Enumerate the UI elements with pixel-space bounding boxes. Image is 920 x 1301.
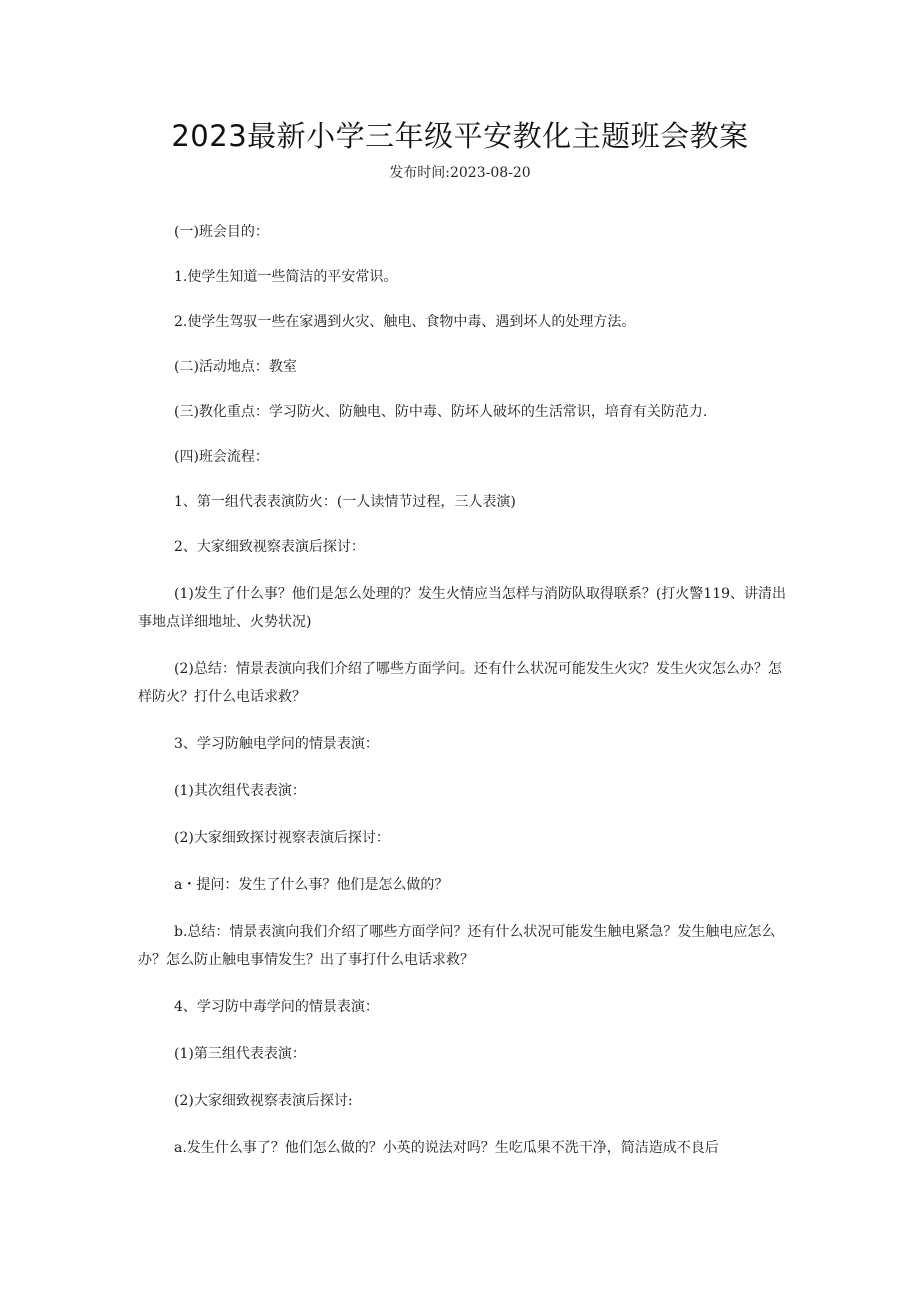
paragraph: b.总结：情景表演向我们介绍了哪些方面学问？还有什么状况可能发生触电紧急？发生触电应怎么办？怎么防止触电事情发生？出了事打什么电话求救？	[138, 924, 776, 968]
paragraph: (1)第三组代表表演：	[174, 1046, 306, 1062]
section-heading-focus: (三)教化重点：学习防火、防触电、防中毒、防坏人破坏的生活常识，培育有关防范力.	[174, 404, 708, 420]
section-heading-goal: (一)班会目的：	[174, 224, 269, 240]
document-title: 2023最新小学三年级平安教化主题班会教案	[171, 119, 749, 153]
paragraph: (2)大家细致探讨视察表演后探讨：	[174, 830, 390, 846]
paragraph: 1.使学生知道一些简洁的平安常识。	[174, 269, 398, 285]
paragraph: 3、学习防触电学问的情景表演：	[174, 736, 379, 752]
paragraph: (1)其次组代表表演：	[174, 783, 306, 799]
section-heading-flow: (四)班会流程：	[174, 449, 269, 465]
paragraph: 2、大家细致视察表演后探讨：	[174, 539, 365, 555]
paragraph: 4、学习防中毒学问的情景表演：	[174, 999, 379, 1015]
paragraph: 1、第一组代表表演防火：(一人读情节过程，三人表演)	[174, 494, 516, 510]
paragraph: a.发生什么事了？他们怎么做的？小英的说法对吗？生吃瓜果不洗干净，简洁造成不良后	[174, 1140, 719, 1156]
paragraph: 2.使学生驾驭一些在家遇到火灾、触电、食物中毒、遇到坏人的处理方法。	[174, 314, 636, 330]
paragraph: (2)大家细致视察表演后探讨:	[174, 1093, 353, 1109]
paragraph: a・提问：发生了什么事？他们是怎么做的？	[174, 877, 449, 893]
paragraph: (1)发生了什么事？他们是怎么处理的？发生火情应当怎样与消防队取得联系？(打火警119、讲清出事地点详细地址、火势状况)	[138, 586, 787, 630]
publish-time: 发布时间:2023-08-20	[389, 165, 531, 181]
section-heading-location: (二)活动地点：教室	[174, 359, 297, 375]
paragraph: (2)总结：情景表演向我们介绍了哪些方面学问。还有什么状况可能发生火灾？发生火灾怎么办？怎样防火？打什么电话求救？	[138, 661, 782, 705]
document-body	[138, 218, 788, 1162]
